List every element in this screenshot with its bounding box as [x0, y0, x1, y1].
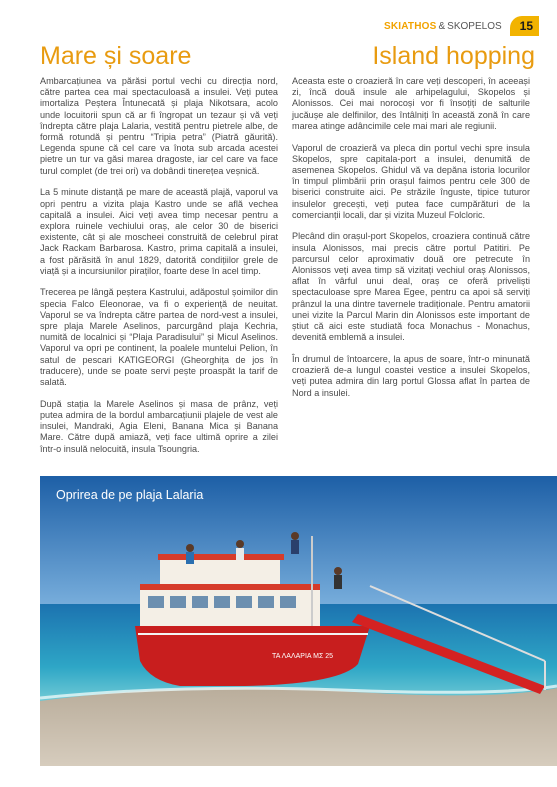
- section-title-island-hopping: Island hopping: [372, 42, 535, 70]
- header-brand-skiathos: SKIATHOS: [383, 20, 437, 32]
- paragraph: Aceasta este o croazieră în care veți descoperi, în aceeași zi, încă două insule ale arhipelagului, Skopelos și Alonissos. Cei mai norocoși vor fi însoțiți de salturile jucăușe ale delfinilor, des întâlniți în această zonă în care marea atinge adâncimile cele mai mari ale regiunii.: [292, 76, 530, 131]
- paragraph: Trecerea pe lângă peștera Kastrului, adăpostul șoimilor din specia Falco Eleonorae, va fi o experiență de neuitat. Vaporul se va îndrepta către partea de nord-vest a insulei, spre plaja Marele Aselinos, parcurgând plaja Kechria, numită de localnici și “Plaja Paradisului” și Micul Aselinos. Vaporul va opri pe continent, la poalele muntelui Pelion, în satul de pescari KATIGEORGI (Gheorghița de jos în traducere), unde se poate servi pește proaspăt la tarif de salată.: [40, 287, 278, 388]
- header-ampersand: &: [438, 20, 446, 32]
- page-number-badge: 15: [510, 16, 539, 36]
- right-column-text: [292, 76, 530, 409]
- paragraph: Vaporul de croazieră va pleca din portul vechi spre insula Skopelos, spre capitala-port a insulei, denumită de asemenea Skopelos. Ghidul vă va depăna istoria locurilor în timpul plimbării prin orașul faimos pentru cele 300 de biserici construite aici. Pe străzile înguste, tipice tuturor insulelor grecești, veți putea face cumpărături de la comercianții locali, dar și vizita Muzeul Folcloric.: [292, 142, 530, 220]
- boat-name-label: ΤΑ ΛΑΛΑΡΙΑ ΜΣ 25: [272, 653, 334, 660]
- header-brand-skopelos: SKOPELOS: [447, 20, 502, 32]
- paragraph: În drumul de întoarcere, la apus de soare, într-o minunată croazieră de-a lungul coastei vestice a insulei Skopelos, veți putea admira din larg portul Glossa aflat în partea de Nord a insulei.: [292, 353, 530, 398]
- paragraph: După stația la Marele Aselinos și masa de prânz, veți putea admira de la bordul ambarcațiunii plajele de vest ale insulei, Mandraki, Agia Eleni, Banana Mica și Banana Mare. Către după amiază, veți face ultimă oprire a zilei într-o insulă nelocuită, insula Tsoungria.: [40, 398, 278, 454]
- photo-caption: Oprirea de pe plaja Lalaria: [56, 488, 204, 502]
- page-header: [384, 16, 539, 36]
- section-title-mare-si-soare: Mare și soare: [40, 42, 192, 70]
- paragraph: Ambarcațiunea va părăsi portul vechi cu direcția nord, către partea cea mai spectaculoasă a insulei. Veți putea imortaliza Peștera Întunecată și plaja Nikotsara, acolo unde locuitorii spun că ar fi îngropat un tezaur și vă veți îndrepta către plaja Lalaria, vestită pentru pietrele albe, de formă rotundă și pentru “Tripia petra” (Piatră găurită). Legenda spune că cel care va înota sub arcada acestei pietre un tur va găsi marea dragoste, iar cel care va face turul complet (de trei ori) va dobândi tinerețea veșnică.: [40, 76, 278, 176]
- left-column-text: [40, 76, 278, 465]
- paragraph: La 5 minute distanță pe mare de această plajă, vaporul va opri pentru a vizita plaja Kastro unde se află vechea capitală a insulei. Aici veți avea timp necesar pentru a explora ruinele vechiului oraș, ale celor 30 de biserici existente, cât și ale moscheei construită de celebrul pirat Jack Rackam Barbarosa. Kastro, prima capitală a insulei, a fost părăsită în anul 1829, datorită condițiilor grele de viață și a incursiunilor piraților, foarte dese în acel timp.: [40, 187, 278, 276]
- paragraph: Plecând din orașul-port Skopelos, croaziera continuă către insula Alonissos, mai precis către portul Patitiri. Pe parcursul celor aproximativ două ore petrecute în Alonissos veți avea timp să vizitați vechiul oraș Alonissos, aflat în vârful unui deal, oraș ce oferă priveliști spectaculoase spre Marea Egee, pentru ca apoi să serviți prânzul la una dintre tavernele tradiționale. Pentru amatorii unei vizite la Parcul Marin din Alonissos este important de știut că aici este studiată foca Monachus - Monachus, devenită emblemă a insulei.: [292, 231, 530, 343]
- boat-beach-photo: [40, 476, 557, 766]
